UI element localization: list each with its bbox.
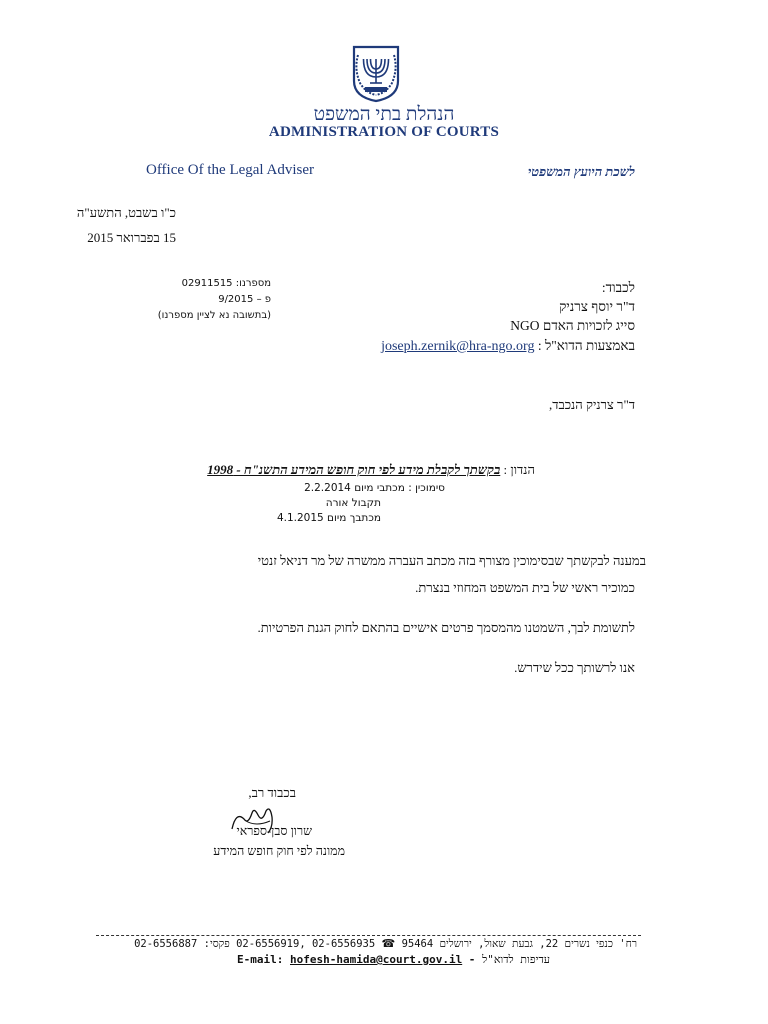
subject-label: הנדון : xyxy=(503,462,535,477)
our-reference-number: מספרנו: 02911515 xyxy=(181,278,271,289)
closing-sign-off: בכבוד רב, xyxy=(248,785,296,800)
signatory-name: שרון סבן-ספראי xyxy=(236,824,312,838)
office-english-name: Office Of the Legal Adviser xyxy=(146,162,314,178)
footer-email-link[interactable]: hofesh-hamida@court.gov.il xyxy=(290,953,463,966)
addressee-label: לכבוד: xyxy=(601,280,635,295)
org-english-name: ADMINISTRATION OF COURTS xyxy=(268,124,500,140)
menorah-emblem-icon xyxy=(349,43,403,103)
addressee-email-label: באמצעות הדוא"ל : xyxy=(537,338,635,353)
body-paragraph-2: לתשומת לבך, השמטנו מהמסמך פרטים אישיים בהתאם לחוק הגנת הפרטיות. xyxy=(257,620,635,635)
subject-reference-2: תקבול אורה xyxy=(325,497,381,509)
org-hebrew-name: הנהלת בתי המשפט xyxy=(313,104,455,125)
footer-email-row xyxy=(237,953,550,966)
reply-note: (בתשובה נא לציין מספרנו) xyxy=(157,310,271,321)
body-paragraph-1-line-1: במענה לבקשתך שבסימוכין מצורף בזה מכתב העברה ממשרה של מר דניאל זנטי xyxy=(257,553,646,568)
footer-email-note: עדיפות לדוא"ל xyxy=(482,953,550,966)
subject-title: בקשתך לקבלת מידע לפי חוק חופש המידע התשנ"ח - 1998 xyxy=(207,462,501,477)
footer-email-label: - E-mail: xyxy=(237,953,476,966)
body-paragraph-1-line-2: כמוכיר ראשי של בית המשפט המחוזי בנצרת. xyxy=(415,580,635,595)
hebrew-date: כ"ו בשבט, התשע"ה xyxy=(76,205,176,220)
phone-icon: ☎ xyxy=(381,937,396,950)
footer-divider xyxy=(96,935,641,936)
footer-address xyxy=(134,937,637,950)
addressee-organization: סייג לזכויות האדם NGO xyxy=(510,318,635,333)
addressee-email-row xyxy=(381,338,635,355)
signatory-title: ממונה לפי חוק חופש המידע xyxy=(213,844,345,858)
subject-reference-3: מכתבך מיום 4.1.2015 xyxy=(276,512,381,524)
office-hebrew-name: לשכת היועץ המשפטי xyxy=(527,164,635,179)
footer-street-address: רח' כנפי נשרים 22, גבעת שאול, ירושלים 95464 xyxy=(401,938,637,950)
salutation: ד"ר צרניק הנכבד, xyxy=(548,397,635,412)
file-reference: פ – 9/2015 xyxy=(218,294,271,305)
gregorian-date: 15 בפברואר 2015 xyxy=(87,230,176,245)
addressee-name: ד"ר יוסף צרניק xyxy=(559,299,635,314)
addressee-email-link[interactable]: joseph.zernik@hra-ngo.org xyxy=(381,339,535,354)
footer-phones: 02-6556935 ,02-6556919 פקסי: 02-6556887 xyxy=(134,938,376,950)
body-paragraph-3: אנו לרשותך ככל שידרש. xyxy=(514,660,635,675)
subject-line xyxy=(207,462,535,478)
subject-reference-1: סימוכין : מכתבי מיום 2.2.2014 xyxy=(304,482,445,494)
